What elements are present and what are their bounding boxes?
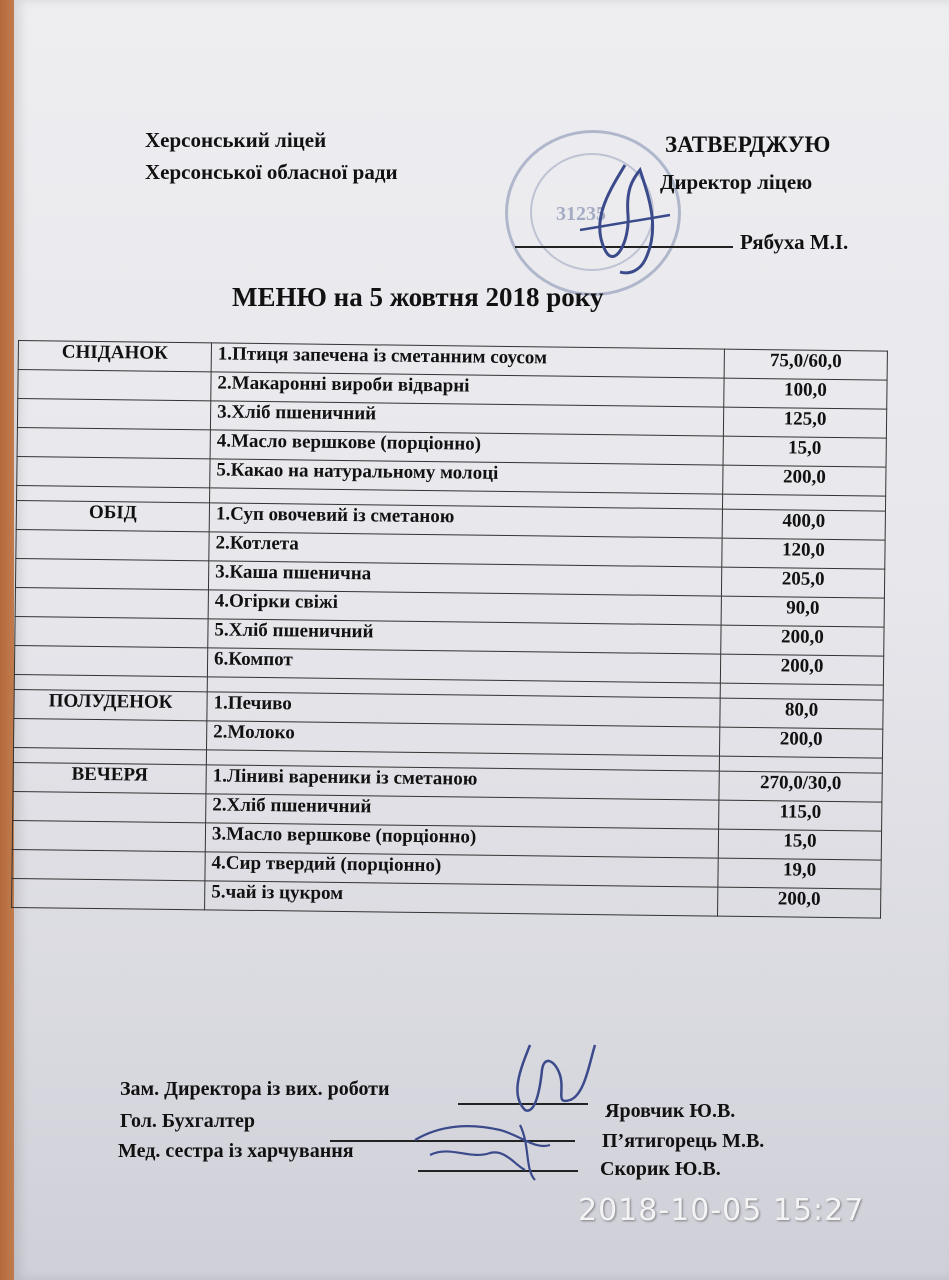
signature-role-3: Мед. сестра із харчування	[118, 1140, 354, 1162]
dish-cell: 4.Сир твердий (порціонно)	[205, 852, 718, 887]
meal-name-cell	[15, 587, 208, 618]
signature-name-2: П’ятигорець М.В.	[602, 1130, 765, 1152]
meal-name-cell	[13, 791, 206, 822]
meal-name-cell	[12, 849, 205, 880]
meal-name-cell: СНІДАНОК	[18, 341, 211, 372]
org-line-2: Херсонської обласної ради	[145, 160, 398, 184]
dish-cell: 3.Хліб пшеничний	[210, 401, 723, 436]
dish-cell: 5.Хліб пшеничний	[208, 619, 721, 654]
dish-cell: 2.Молоко	[207, 721, 720, 756]
dish-cell: 5.чай із цукром	[205, 881, 718, 916]
portion-cell: 80,0	[720, 698, 883, 729]
portion-cell: 115,0	[719, 800, 882, 831]
portion-cell: 15,0	[723, 436, 886, 467]
dish-cell: 1.Ліниві вареники із сметаною	[206, 765, 719, 800]
meal-name-cell	[15, 616, 208, 647]
director-title: Директор ліцею	[660, 170, 813, 194]
portion-cell: 90,0	[721, 596, 884, 627]
approve-label: ЗАТВЕРДЖУЮ	[665, 132, 831, 157]
dish-cell: 3.Каша пшенична	[208, 561, 721, 596]
dish-cell: 2.Котлета	[209, 532, 722, 567]
dish-cell: 1.Печиво	[207, 692, 720, 727]
meal-name-cell	[17, 427, 210, 458]
portion-cell: 19,0	[718, 858, 881, 889]
meal-name-cell	[16, 529, 209, 560]
signature-name-1: Яровчик Ю.В.	[605, 1100, 736, 1122]
portion-cell: 15,0	[718, 829, 881, 860]
meal-name-cell	[17, 399, 210, 430]
director-signature	[570, 160, 680, 280]
director-name: Рябуха М.І.	[740, 230, 849, 254]
meal-name-cell: ВЕЧЕРЯ	[13, 762, 206, 793]
signature-role-1: Зам. Директора із вих. роботи	[120, 1078, 390, 1100]
meal-name-cell	[12, 820, 205, 851]
signature-role-2: Гол. Бухгалтер	[120, 1110, 255, 1132]
meal-name-cell	[14, 645, 207, 676]
dish-cell: 3.Масло вершкове (порціонно)	[205, 823, 718, 858]
menu-table	[11, 340, 888, 919]
dish-cell: 6.Компот	[207, 648, 720, 683]
portion-cell: 75,0/60,0	[724, 349, 887, 380]
dish-cell: 1.Птиця запечена із сметанним соусом	[211, 343, 724, 378]
portion-cell: 100,0	[724, 378, 887, 409]
dish-cell: 1.Суп овочевий із сметаною	[209, 503, 722, 538]
meal-name-cell: ПОЛУДЕНОК	[14, 689, 207, 720]
stamp-code: 31235	[556, 203, 606, 225]
meal-name-cell	[17, 456, 210, 487]
portion-cell: 200,0	[721, 625, 884, 656]
meal-name-cell: ОБІД	[16, 500, 209, 531]
dish-cell: 4.Масло вершкове (порціонно)	[210, 430, 723, 465]
portion-cell: 200,0	[719, 727, 882, 758]
org-line-1: Херсонський ліцей	[145, 128, 327, 152]
portion-cell: 400,0	[722, 509, 885, 540]
portion-cell: 200,0	[723, 465, 886, 496]
portion-cell: 120,0	[722, 538, 885, 569]
meal-name-cell	[18, 370, 211, 401]
camera-timestamp: 2018-10-05 15:27	[578, 1193, 865, 1228]
portion-cell: 200,0	[718, 887, 881, 918]
meal-name-cell	[15, 558, 208, 589]
meal-name-cell	[14, 718, 207, 749]
signature-name-3: Скорик Ю.В.	[600, 1158, 721, 1180]
portion-cell: 200,0	[720, 654, 883, 685]
portion-cell: 125,0	[723, 407, 886, 438]
dish-cell: 4.Огірки свіжі	[208, 590, 721, 625]
portion-cell: 205,0	[721, 567, 884, 598]
page-title: МЕНЮ на 5 жовтня 2018 року	[232, 282, 604, 312]
dish-cell: 2.Хліб пшеничний	[206, 794, 719, 829]
dish-cell: 5.Какао на натуральному молоці	[210, 459, 723, 494]
deputy-signature	[500, 1040, 600, 1115]
accountant-signature	[410, 1115, 560, 1185]
dish-cell: 2.Макаронні вироби відварні	[211, 372, 724, 407]
portion-cell: 270,0/30,0	[719, 771, 882, 802]
meal-name-cell	[12, 878, 205, 909]
